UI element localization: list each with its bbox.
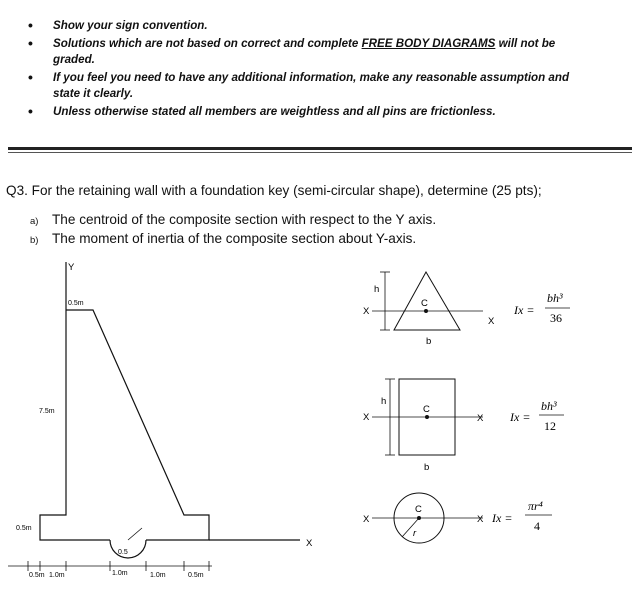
dim-label: 0.5m	[188, 572, 204, 579]
question-part: a) The centroid of the composite section with respect to the Y axis.	[30, 212, 437, 227]
rectangle-x-label: X	[363, 412, 370, 423]
triangle-formula-num: bh³	[547, 291, 563, 305]
triangle-h-label: h	[374, 284, 380, 295]
triangle-b-label: b	[426, 336, 432, 347]
wall-outline	[66, 310, 209, 540]
dim-label: 1.0m	[112, 570, 128, 577]
circle-x2-label: X	[477, 514, 484, 525]
height-label: 7.5m	[39, 408, 55, 415]
y-axis-label: Y	[68, 262, 75, 273]
rectangle-h-label: h	[381, 396, 387, 407]
dim-label: 0.5m	[29, 572, 45, 579]
circle-formula-num: πr⁴	[528, 499, 543, 513]
key-radius-label: 0.5	[118, 549, 128, 556]
triangle-formula-den: 36	[550, 311, 562, 325]
key-radius-line	[128, 528, 142, 540]
triangle-formula-lhs: Ix =	[514, 303, 535, 317]
circle-r-label: r	[413, 528, 417, 539]
rectangle-diagram	[372, 379, 483, 455]
rectangle-formula-num: bh³	[541, 399, 557, 413]
triangle-x2-label: X	[488, 316, 495, 327]
rectangle-b-label: b	[424, 462, 430, 473]
top-width-label: 0.5m	[68, 300, 84, 307]
retaining-wall-diagram	[8, 262, 300, 571]
dim-label: 1.0m	[150, 572, 166, 579]
instruction-item: • Show your sign convention.	[28, 18, 588, 35]
circle-x-label: X	[363, 514, 370, 525]
rectangle-x2-label: X	[477, 413, 484, 424]
rectangle-c-label: C	[423, 404, 430, 415]
triangle-c-label: C	[421, 298, 428, 309]
circle-c-label: C	[415, 504, 422, 515]
rectangle-formula-den: 12	[544, 419, 556, 433]
triangle-x-label: X	[363, 306, 370, 317]
fbd-emphasis: FREE BODY DIAGRAMS	[361, 36, 496, 50]
foundation-key	[110, 540, 146, 558]
circle-formula-lhs: Ix =	[492, 511, 513, 525]
circle-radius-line	[402, 518, 419, 537]
question-part: b) The moment of inertia of the composite section about Y-axis.	[30, 230, 417, 246]
base-thickness-label: 0.5m	[16, 525, 32, 532]
instruction-item: • If you feel you need to have any additional information, make any reasonable assumption and state it clearly.	[28, 70, 588, 103]
x-axis-label: X	[306, 538, 313, 549]
question-title: Q3. For the retaining wall with a foundation key (semi-circular shape), determine (25 pts);	[6, 183, 542, 198]
dim-label: 1.0m	[49, 572, 65, 579]
circle-diagram	[372, 493, 483, 543]
instruction-item: • Solutions which are not based on correct and complete FREE BODY DIAGRAMS will not be graded.	[28, 36, 588, 69]
rectangle-formula-lhs: Ix =	[510, 410, 531, 424]
wall-outline-left	[40, 310, 110, 540]
circle-formula-den: 4	[534, 519, 540, 533]
instruction-item: • Unless otherwise stated all members are weightless and all pins are frictionless.	[28, 104, 588, 121]
